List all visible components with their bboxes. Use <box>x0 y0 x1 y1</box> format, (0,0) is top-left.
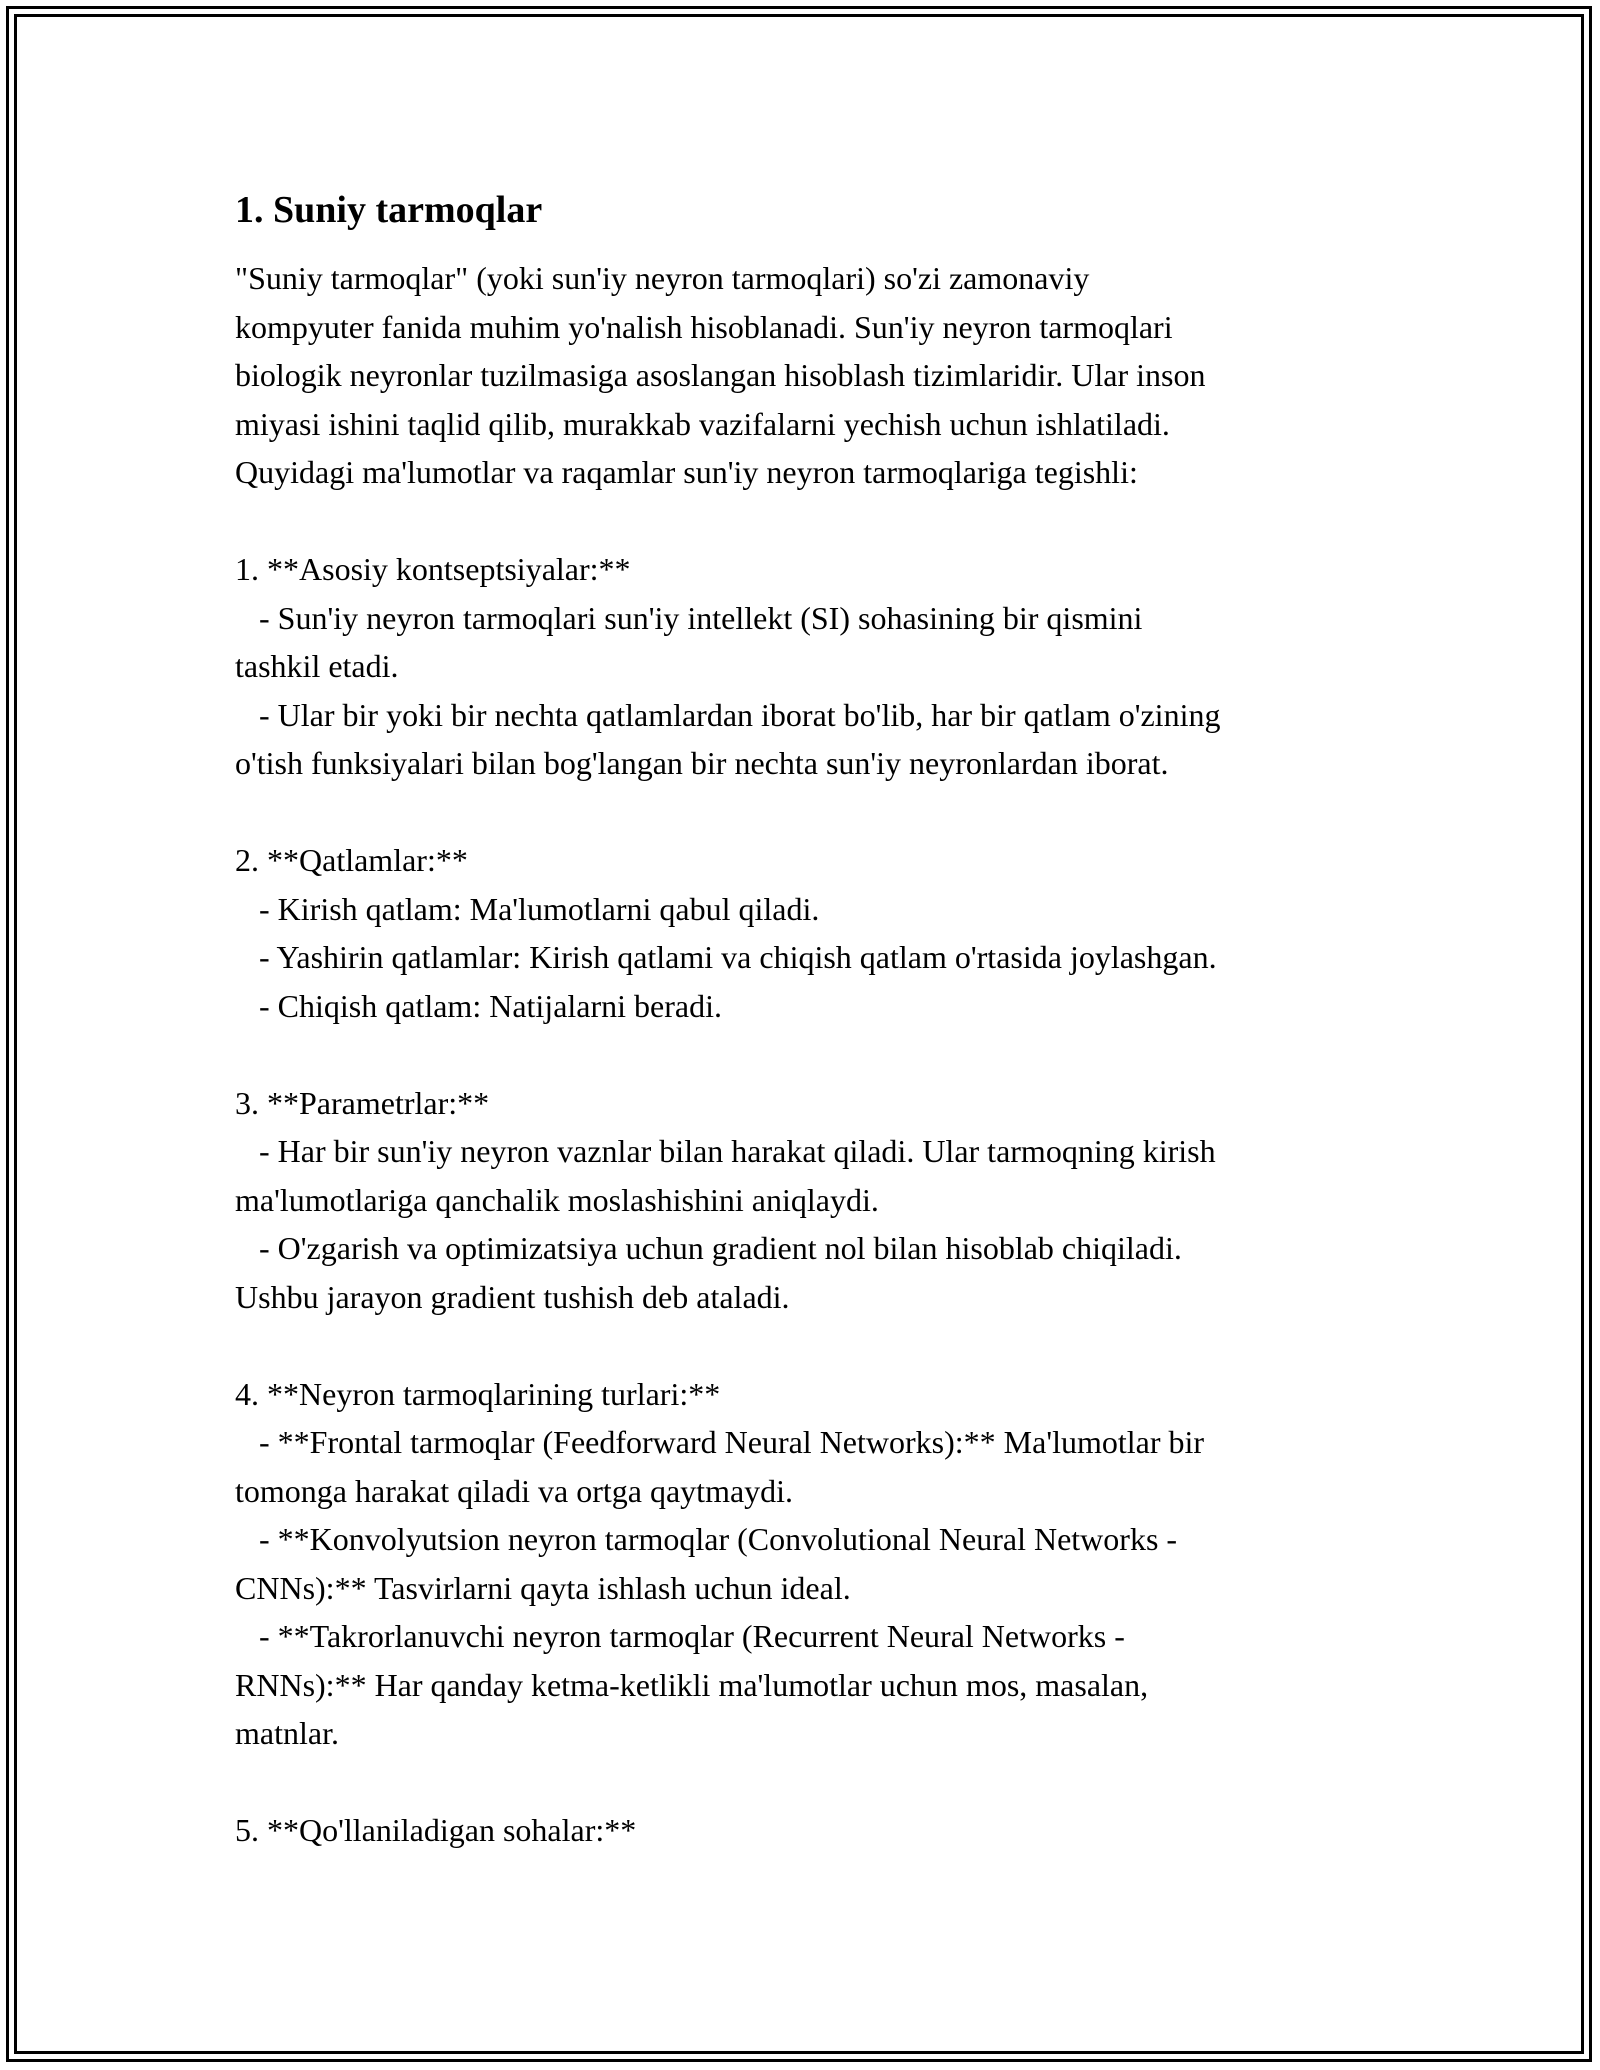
page-title: 1. Suniy tarmoqlar <box>235 189 543 231</box>
document-content <box>235 186 1385 1855</box>
document-body: "Suniy tarmoqlar" (yoki sun'iy neyron tarmoqlari) so'zi zamonaviy kompyuter fanida muhim yo'nalish hisoblanadi. Sun'iy neyron tarmoqlari biologik neyronlar tuzilmasiga asoslangan hisoblash tizimlaridir. Ular inson miyasi ishini taqlid qilib, murakkab vazifalarni yechish uchun ishlatiladi. Quyidagi ma'lumotlar va raqamlar sun'iy neyron tarmoqlariga tegishli: 1. **Asosiy kontseptsiyalar:** - Sun'iy neyron tarmoqlari sun'iy intellekt (SI) sohasining bir qismini tashkil etadi. - Ular bir yoki bir nechta qatlamlardan iborat bo'lib, har bir qatlam o'zining o'tish funksiyalari bilan bog'langan bir nechta sun'iy neyronlardan iborat. 2. **Qatlamlar:** - Kirish qatlam: Ma'lumotlarni qabul qiladi. - Yashirin qatlamlar: Kirish qatlami va chiqish qatlam o'rtasida joylashgan. - Chiqish qatlam: Natijalarni beradi. 3. **Parametrlar:** - Har bir sun'iy neyron vaznlar bilan harakat qiladi. Ular tarmoqning kirish ma'lumotlariga qanchalik moslashishini aniqlaydi. - O'zgarish va optimizatsiya uchun gradient nol bilan hisoblab chiqiladi. Ushbu jarayon gradient tushish deb ataladi. 4. **Neyron tarmoqlarining turlari:** - **Frontal tarmoqlar (Feedforward Neural Networks):** Ma'lumotlar bir tomonga harakat qiladi va ortga qaytmaydi. - **Konvolyutsion neyron tarmoqlar (Convolutional Neural Networks - CNNs):** Tasvirlarni qayta ishlash uchun ideal. - **Takrorlanuvchi neyron tarmoqlar (Recurrent Neural Networks - RNNs):** Har qanday ketma-ketlikli ma'lumotlar uchun mos, masalan, matnlar. 5. **Qo'llaniladigan sohalar:** <box>235 260 1221 1848</box>
